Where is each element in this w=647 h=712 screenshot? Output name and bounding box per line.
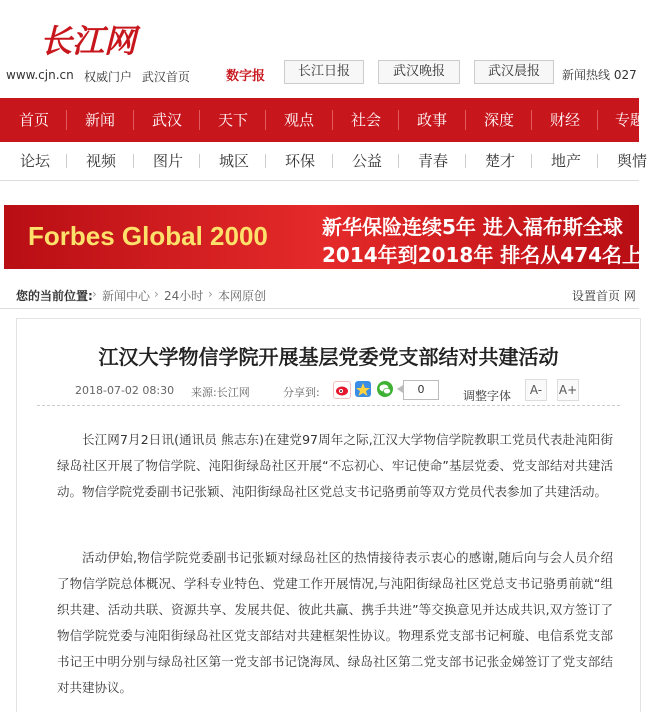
nav-divider	[398, 110, 399, 130]
main-nav	[0, 98, 646, 142]
nav-divider	[531, 110, 532, 130]
nav-opinion[interactable]: 观点	[283, 111, 314, 129]
nav-divider	[332, 110, 333, 130]
subnav-talent[interactable]: 楚才	[484, 152, 515, 170]
share-label: 分享到:	[283, 386, 320, 399]
subnav-divider	[531, 154, 532, 168]
share-count: 0	[403, 380, 439, 400]
ad-banner[interactable]	[4, 205, 643, 269]
subnav-divider	[133, 154, 134, 168]
subnav-video[interactable]: 视频	[85, 152, 116, 170]
subnav-districts[interactable]: 城区	[218, 152, 249, 170]
nav-special[interactable]: 专题	[615, 111, 646, 129]
breadcrumb-arrow-icon: ›	[154, 287, 159, 301]
subnav-divider	[66, 154, 67, 168]
weibo-icon[interactable]	[333, 381, 351, 399]
nav-depth[interactable]: 深度	[483, 111, 514, 129]
site-header	[0, 0, 639, 98]
banner-forbes-text: Forbes Global 2000	[28, 221, 268, 251]
article-source: 来源:长江网	[191, 386, 250, 399]
sub-nav	[0, 142, 647, 181]
nav-news[interactable]: 新闻	[84, 111, 115, 129]
qzone-icon[interactable]	[355, 381, 371, 397]
article-meta	[17, 379, 640, 403]
subnav-photos[interactable]: 图片	[152, 152, 183, 170]
slogan-authority: 权威门户	[84, 70, 133, 84]
paper-changjiang-daily[interactable]: 长江日报	[284, 60, 364, 84]
site-logo[interactable]	[38, 18, 148, 62]
nav-society[interactable]: 社会	[350, 111, 381, 129]
subnav-divider	[465, 154, 466, 168]
font-adjust-label: 调整字体	[463, 389, 512, 403]
nav-divider	[265, 110, 266, 130]
subnav-opinion[interactable]: 舆情	[617, 152, 647, 170]
subnav-divider	[199, 154, 200, 168]
nav-wuhan[interactable]: 武汉	[151, 111, 182, 129]
news-hotline: 新闻热线 027	[562, 68, 637, 82]
font-decrease-button[interactable]: A-	[525, 379, 547, 401]
article-container	[16, 318, 641, 712]
meta-divider	[37, 405, 620, 407]
set-homepage-link[interactable]: 设置首页 网	[572, 289, 636, 303]
subnav-realestate[interactable]: 地产	[550, 152, 581, 170]
breadcrumb-arrow-icon: ›	[208, 287, 213, 301]
paper-wuhan-evening[interactable]: 武汉晚报	[378, 60, 460, 84]
breadcrumb-24h[interactable]: 24小时	[164, 289, 204, 303]
digital-paper-label[interactable]: 数字报	[226, 69, 266, 84]
nav-divider	[597, 110, 598, 130]
nav-divider	[199, 110, 200, 130]
subnav-divider	[265, 154, 266, 168]
breadcrumb-arrow-icon: ›	[92, 287, 97, 301]
banner-line-2: 2014年到2018年 排名从474名上	[322, 243, 643, 267]
subnav-charity[interactable]: 公益	[351, 152, 382, 170]
svg-text:长江网: 长江网	[40, 22, 137, 60]
paper-wuhan-morning[interactable]: 武汉晨报	[474, 60, 554, 84]
breadcrumb-news-center[interactable]: 新闻中心	[102, 289, 151, 303]
article-date: 2018-07-02 08:30	[75, 384, 175, 397]
nav-world[interactable]: 天下	[217, 111, 248, 129]
subnav-divider	[398, 154, 399, 168]
nav-divider	[66, 110, 67, 130]
breadcrumb-original[interactable]: 本网原创	[218, 289, 267, 303]
subnav-youth[interactable]: 青春	[417, 152, 448, 170]
nav-home[interactable]: 首页	[18, 111, 49, 129]
article-paragraph-2: 活动伊始,物信学院党委副书记张颖对绿岛社区的热情接待表示衷心的感谢,随后向与会人员介绍了物信学院总体概况、学科专业特色、党建工作开展情况,与沌阳街绿岛社区党总支书记骆勇前就“组织共建、活动共联、资源共享、发展共促、彼此共赢、携手共进”等交换意见并达成共识,双方签订了物信学院党委与沌阳街绿岛社区党支部结对共建框架性协议。物理系党支部书记柯璇、电信系党支部书记王中明分别与绿岛社区第一党支部书记饶海凤、绿岛社区第二党支部书记张金娣签订了党支部结对共建协议。	[57, 550, 613, 695]
site-slogan	[84, 68, 196, 85]
article-paragraph-1: 长江网7月2日讯(通讯员 熊志东)在建党97周年之际,江汉大学物信学院教职工党员代表赴沌阳街绿岛社区开展了物信学院、沌阳街绿岛社区开展“不忘初心、牢记使命”基层党委、党支部结对共建活动。物信学院党委副书记张颖、沌阳街绿岛社区党总支书记骆勇前等双方党员代表参加了共建活动。	[57, 432, 613, 499]
slogan-wuhan-home[interactable]: 武汉首页	[141, 70, 190, 84]
breadcrumb-label: 您的当前位置:	[16, 289, 93, 303]
nav-divider	[133, 110, 134, 130]
nav-finance[interactable]: 财经	[549, 111, 580, 129]
wechat-icon[interactable]	[377, 381, 393, 397]
subnav-forum[interactable]: 论坛	[19, 152, 50, 170]
nav-divider	[465, 110, 466, 130]
breadcrumb	[0, 284, 639, 306]
subnav-divider	[332, 154, 333, 168]
nav-politics[interactable]: 政事	[416, 111, 447, 129]
subnav-divider	[597, 154, 598, 168]
subnav-environment[interactable]: 环保	[284, 152, 315, 170]
banner-line-1: 新华保险连续5年 进入福布斯全球	[322, 215, 623, 239]
article-title: 江汉大学物信学院开展基层党委党支部结对共建活动	[98, 345, 559, 369]
site-url[interactable]: www.cjn.cn	[6, 68, 74, 82]
breadcrumb-divider	[0, 308, 639, 309]
font-increase-button[interactable]: A+	[557, 379, 579, 401]
